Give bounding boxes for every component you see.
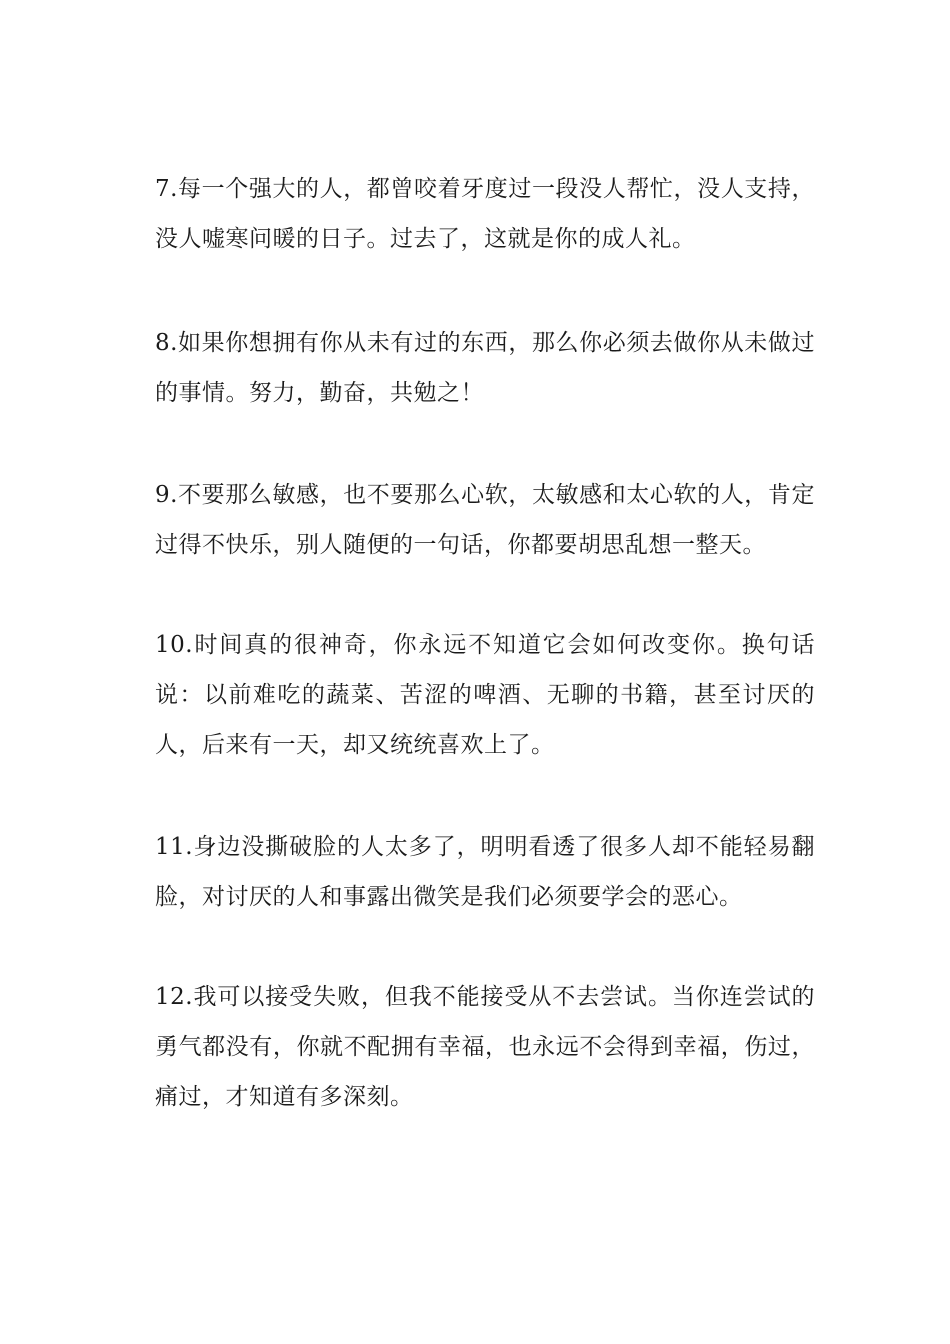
paragraph-12: 12.我可以接受失败，但我不能接受从不去尝试。当你连尝试的勇气都没有，你就不配拥有幸福，也永远不会得到幸福，伤过，痛过，才知道有多深刻。: [155, 984, 815, 1110]
paragraph-11: 11.身边没撕破脸的人太多了，明明看透了很多人却不能轻易翻脸，对讨厌的人和事露出微笑是我们必须要学会的恶心。: [155, 834, 815, 910]
paragraph-9: 9.不要那么敏感，也不要那么心软，太敏感和太心软的人，肯定过得不快乐，别人随便的一句话，你都要胡思乱想一整天。: [155, 482, 815, 558]
paragraph-7: 7.每一个强大的人，都曾咬着牙度过一段没人帮忙，没人支持，没人嘘寒问暖的日子。过去了，这就是你的成人礼。: [155, 176, 815, 252]
paragraph-8: 8.如果你想拥有你从未有过的东西，那么你必须去做你从未做过的事情。努力，勤奋，共勉之！: [155, 330, 815, 406]
document-body: [155, 164, 815, 1176]
paragraph-10: 10.时间真的很神奇，你永远不知道它会如何改变你。换句话说：以前难吃的蔬菜、苦涩的啤酒、无聊的书籍，甚至讨厌的人，后来有一天，却又统统喜欢上了。: [155, 632, 815, 758]
